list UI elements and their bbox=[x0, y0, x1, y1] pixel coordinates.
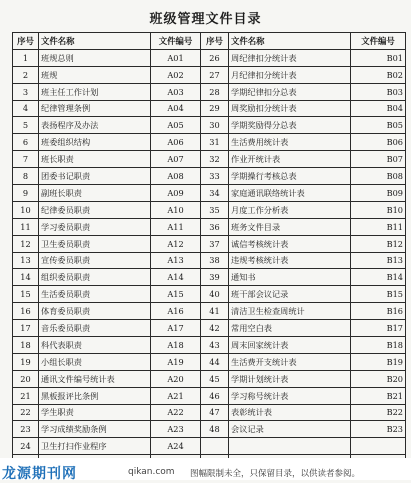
row-code-right: B05 bbox=[351, 117, 406, 134]
row-name-right: 周奖励扣分统计表 bbox=[229, 100, 351, 117]
row-code-right: B13 bbox=[351, 252, 406, 269]
table-row bbox=[13, 370, 406, 387]
row-no-left: 4 bbox=[13, 100, 39, 117]
row-name-left: 卫生委员职责 bbox=[39, 235, 151, 252]
row-code-left: A13 bbox=[151, 252, 201, 269]
row-code-right: B09 bbox=[351, 185, 406, 202]
row-code-left: A16 bbox=[151, 303, 201, 320]
row-code-left: A09 bbox=[151, 185, 201, 202]
row-name-right: 学期奖励得分总表 bbox=[229, 117, 351, 134]
row-name-left: 副班长职责 bbox=[39, 185, 151, 202]
row-code-right: B12 bbox=[351, 235, 406, 252]
row-no-right: 36 bbox=[201, 218, 229, 235]
row-name-right: 学习称号统计表 bbox=[229, 387, 351, 404]
row-code-right: B14 bbox=[351, 269, 406, 286]
row-name-left: 班长职责 bbox=[39, 151, 151, 168]
row-name-left: 班规总则 bbox=[39, 49, 151, 66]
row-no-left: 13 bbox=[13, 252, 39, 269]
row-code-right: B03 bbox=[351, 83, 406, 100]
row-code-left: A14 bbox=[151, 269, 201, 286]
document-title: 班级管理文件目录 bbox=[149, 12, 262, 27]
table-row bbox=[13, 83, 406, 100]
table-row bbox=[13, 168, 406, 185]
row-no-right: 27 bbox=[201, 66, 229, 83]
row-no-right: 32 bbox=[201, 151, 229, 168]
row-no-right: 46 bbox=[201, 387, 229, 404]
row-code-right: B08 bbox=[351, 168, 406, 185]
row-code-right: B07 bbox=[351, 151, 406, 168]
row-code-right: B17 bbox=[351, 320, 406, 337]
row-no-right: 31 bbox=[201, 134, 229, 151]
row-name-right bbox=[229, 438, 351, 455]
row-no-left: 9 bbox=[13, 185, 39, 202]
row-code-left: A22 bbox=[151, 404, 201, 421]
row-code-left: A04 bbox=[151, 100, 201, 117]
row-code-left: A02 bbox=[151, 66, 201, 83]
row-code-right: B21 bbox=[351, 387, 406, 404]
row-no-left: 3 bbox=[13, 83, 39, 100]
row-no-right: 43 bbox=[201, 337, 229, 354]
row-code-left: A19 bbox=[151, 353, 201, 370]
table-row bbox=[13, 421, 406, 438]
row-code-left: A07 bbox=[151, 151, 201, 168]
row-name-left: 生活委员职责 bbox=[39, 286, 151, 303]
row-name-left: 班主任工作计划 bbox=[39, 83, 151, 100]
row-no-left: 10 bbox=[13, 201, 39, 218]
row-no-left: 2 bbox=[13, 66, 39, 83]
row-no-left: 15 bbox=[13, 286, 39, 303]
row-code-right: B19 bbox=[351, 353, 406, 370]
table-row bbox=[13, 117, 406, 134]
row-no-right: 38 bbox=[201, 252, 229, 269]
table-row bbox=[13, 134, 406, 151]
row-name-right: 作业开统计表 bbox=[229, 151, 351, 168]
row-name-right: 表彰统计表 bbox=[229, 404, 351, 421]
table-row bbox=[13, 269, 406, 286]
row-code-right: B18 bbox=[351, 337, 406, 354]
row-code-right: B22 bbox=[351, 404, 406, 421]
table-row bbox=[13, 438, 406, 455]
row-name-right: 通知书 bbox=[229, 269, 351, 286]
row-code-right: B20 bbox=[351, 370, 406, 387]
row-name-right: 周末回家统计表 bbox=[229, 337, 351, 354]
table-row bbox=[13, 337, 406, 354]
row-name-right: 学期纪律扣分总表 bbox=[229, 83, 351, 100]
row-name-right: 生活费用统计表 bbox=[229, 134, 351, 151]
row-code-left: A01 bbox=[151, 49, 201, 66]
row-no-right: 41 bbox=[201, 303, 229, 320]
row-no-left: 19 bbox=[13, 353, 39, 370]
row-name-left: 体育委员职责 bbox=[39, 303, 151, 320]
row-name-left: 卫生打扫作业程序 bbox=[39, 438, 151, 455]
row-code-left: A05 bbox=[151, 117, 201, 134]
row-code-left: A20 bbox=[151, 370, 201, 387]
row-no-left: 20 bbox=[13, 370, 39, 387]
row-name-left: 班委组织结构 bbox=[39, 134, 151, 151]
table-row bbox=[13, 252, 406, 269]
row-name-right: 生活费开支统计表 bbox=[229, 353, 351, 370]
header-name-right: 文件名称 bbox=[229, 33, 351, 50]
row-name-right: 学期操行考核总表 bbox=[229, 168, 351, 185]
watermark-logo: 龙源期刊网 bbox=[2, 466, 77, 482]
row-code-left: A12 bbox=[151, 235, 201, 252]
header-row bbox=[13, 33, 406, 50]
table-row bbox=[13, 185, 406, 202]
row-no-right: 35 bbox=[201, 201, 229, 218]
row-no-right: 29 bbox=[201, 100, 229, 117]
footer-note: 图幅限制未全，只保留目录，以供读者参阅。 bbox=[190, 469, 361, 479]
row-no-left: 14 bbox=[13, 269, 39, 286]
row-no-left: 22 bbox=[13, 404, 39, 421]
row-no-right: 48 bbox=[201, 421, 229, 438]
row-name-right: 违规考核统计表 bbox=[229, 252, 351, 269]
row-name-left: 音乐委员职责 bbox=[39, 320, 151, 337]
row-code-right: B11 bbox=[351, 218, 406, 235]
row-code-right: B01 bbox=[351, 49, 406, 66]
row-no-right: 47 bbox=[201, 404, 229, 421]
row-name-right: 家庭通讯联络统计表 bbox=[229, 185, 351, 202]
table-row bbox=[13, 49, 406, 66]
row-code-right: B15 bbox=[351, 286, 406, 303]
table-row bbox=[13, 286, 406, 303]
row-name-right: 周纪律扣分统计表 bbox=[229, 49, 351, 66]
row-code-right: B16 bbox=[351, 303, 406, 320]
row-name-left: 黑板报评比条例 bbox=[39, 387, 151, 404]
table-row bbox=[13, 387, 406, 404]
row-no-right: 30 bbox=[201, 117, 229, 134]
header-code-right: 文件编号 bbox=[351, 33, 406, 50]
row-code-left: A08 bbox=[151, 168, 201, 185]
header-code-left: 文件编号 bbox=[151, 33, 201, 50]
table-row bbox=[13, 320, 406, 337]
row-no-left: 1 bbox=[13, 49, 39, 66]
row-name-left: 科代表职责 bbox=[39, 337, 151, 354]
row-code-right: B23 bbox=[351, 421, 406, 438]
row-no-left: 5 bbox=[13, 117, 39, 134]
row-code-left: A23 bbox=[151, 421, 201, 438]
header-name-left: 文件名称 bbox=[39, 33, 151, 50]
table-row bbox=[13, 353, 406, 370]
row-no-right: 26 bbox=[201, 49, 229, 66]
row-code-right bbox=[351, 438, 406, 455]
row-code-left: A18 bbox=[151, 337, 201, 354]
header-no-left: 序号 bbox=[13, 33, 39, 50]
row-no-left: 18 bbox=[13, 337, 39, 354]
row-no-left: 12 bbox=[13, 235, 39, 252]
row-name-right: 月度工作分析表 bbox=[229, 201, 351, 218]
row-name-right: 班干部会议记录 bbox=[229, 286, 351, 303]
row-no-right: 40 bbox=[201, 286, 229, 303]
row-name-left: 团委书记职责 bbox=[39, 168, 151, 185]
row-code-left: A15 bbox=[151, 286, 201, 303]
table-row bbox=[13, 218, 406, 235]
row-code-right: B10 bbox=[351, 201, 406, 218]
row-name-left: 纪律委员职责 bbox=[39, 201, 151, 218]
row-code-right: B04 bbox=[351, 100, 406, 117]
row-name-left: 小组长职责 bbox=[39, 353, 151, 370]
table-row bbox=[13, 201, 406, 218]
row-no-left: 17 bbox=[13, 320, 39, 337]
row-name-left: 表扬程序及办法 bbox=[39, 117, 151, 134]
row-name-right: 月纪律扣分统计表 bbox=[229, 66, 351, 83]
row-name-left: 学习委员职责 bbox=[39, 218, 151, 235]
row-no-left: 24 bbox=[13, 438, 39, 455]
row-no-right: 42 bbox=[201, 320, 229, 337]
row-name-left: 学生职责 bbox=[39, 404, 151, 421]
row-code-left: A21 bbox=[151, 387, 201, 404]
table-row bbox=[13, 66, 406, 83]
row-name-right: 诚信考核统计表 bbox=[229, 235, 351, 252]
row-no-right bbox=[201, 438, 229, 455]
row-name-left: 宣传委员职责 bbox=[39, 252, 151, 269]
row-code-left: A06 bbox=[151, 134, 201, 151]
row-no-left: 8 bbox=[13, 168, 39, 185]
row-no-right: 44 bbox=[201, 353, 229, 370]
row-name-left: 班规 bbox=[39, 66, 151, 83]
row-code-left: A03 bbox=[151, 83, 201, 100]
table-row bbox=[13, 303, 406, 320]
table-row bbox=[13, 404, 406, 421]
row-no-left: 21 bbox=[13, 387, 39, 404]
row-no-left: 7 bbox=[13, 151, 39, 168]
table-row bbox=[13, 151, 406, 168]
row-code-right: B06 bbox=[351, 134, 406, 151]
watermark-site: qikan.com bbox=[128, 467, 175, 477]
row-code-left: A10 bbox=[151, 201, 201, 218]
row-name-left: 学习成绩奖励条例 bbox=[39, 421, 151, 438]
row-no-right: 33 bbox=[201, 168, 229, 185]
row-code-left: A24 bbox=[151, 438, 201, 455]
row-name-left: 组织委员职责 bbox=[39, 269, 151, 286]
header-no-right: 序号 bbox=[201, 33, 229, 50]
row-name-right: 班务文件目录 bbox=[229, 218, 351, 235]
row-no-right: 39 bbox=[201, 269, 229, 286]
row-code-left: A11 bbox=[151, 218, 201, 235]
row-name-right: 清洁卫生检查周统计 bbox=[229, 303, 351, 320]
row-no-right: 34 bbox=[201, 185, 229, 202]
row-no-left: 11 bbox=[13, 218, 39, 235]
row-no-left: 23 bbox=[13, 421, 39, 438]
row-name-left: 通讯文件编号统计表 bbox=[39, 370, 151, 387]
file-catalog-table bbox=[12, 32, 406, 472]
row-name-right: 学期计划统计表 bbox=[229, 370, 351, 387]
row-name-right: 会议记录 bbox=[229, 421, 351, 438]
row-code-right: B02 bbox=[351, 66, 406, 83]
table-row bbox=[13, 235, 406, 252]
row-name-right: 常用空白表 bbox=[229, 320, 351, 337]
row-no-left: 16 bbox=[13, 303, 39, 320]
row-no-right: 37 bbox=[201, 235, 229, 252]
row-code-left: A17 bbox=[151, 320, 201, 337]
row-no-left: 6 bbox=[13, 134, 39, 151]
catalog-body bbox=[13, 49, 406, 471]
row-no-right: 28 bbox=[201, 83, 229, 100]
row-name-left: 纪律管理条例 bbox=[39, 100, 151, 117]
row-no-right: 45 bbox=[201, 370, 229, 387]
table-row bbox=[13, 100, 406, 117]
